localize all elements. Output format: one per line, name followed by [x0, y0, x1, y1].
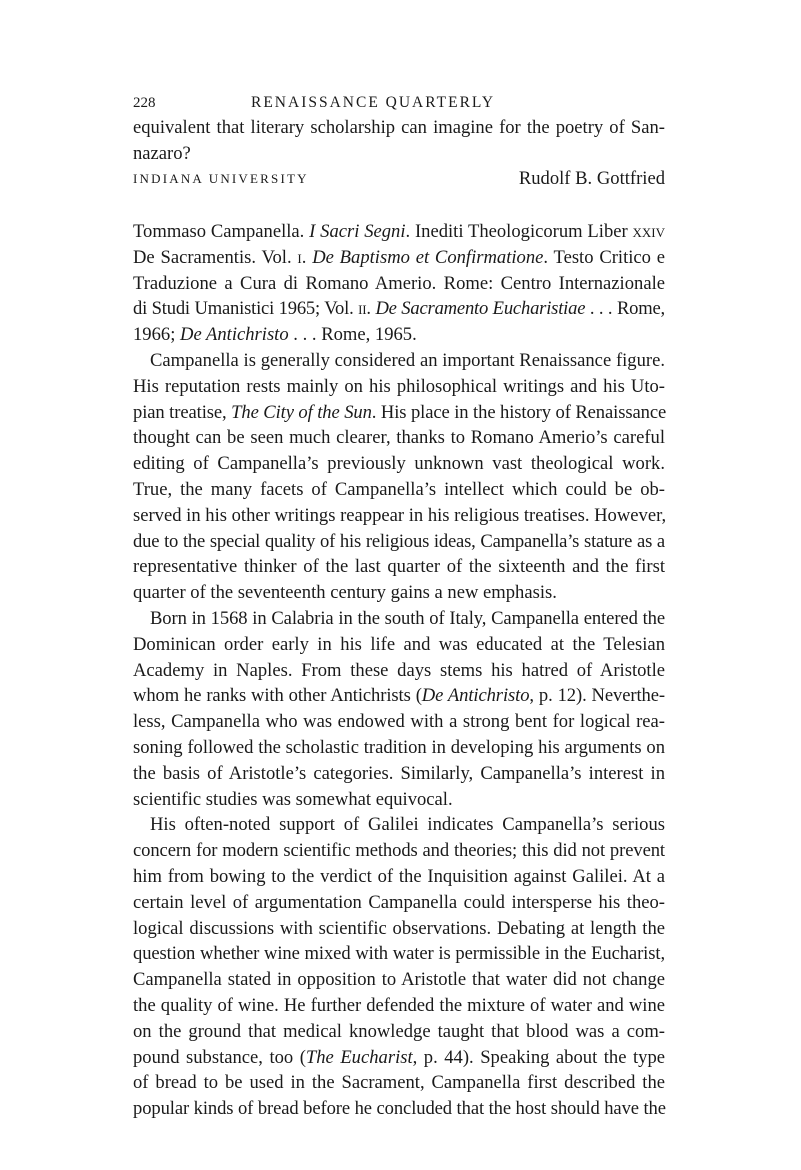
italic-title: The Eucharist [305, 1046, 413, 1068]
text-run: concern for modern scientific methods and theories; this did not prevent [133, 840, 665, 862]
text-line [133, 1019, 665, 1045]
text-line [133, 245, 665, 271]
text-run: Tommaso Campanella. [133, 221, 310, 242]
text-line [133, 374, 665, 400]
text-run: scientific studies was somewhat equivocal. [133, 788, 453, 810]
text-line [133, 658, 665, 684]
text-run: De Sacramentis. Vol. [133, 246, 298, 268]
text-line [133, 941, 665, 967]
text-run: thought can be seen much clearer, thanks to Romano Amerio’s careful [133, 427, 665, 449]
text-line [133, 322, 665, 348]
text-line [133, 580, 665, 606]
text-line [133, 890, 665, 916]
text-run: Born in 1568 in Calabria in the south of Italy, Campanella entered the [150, 607, 665, 629]
text-run: . [366, 298, 376, 320]
text-line [133, 709, 665, 735]
text-run: , p. 12). Neverthe- [529, 685, 665, 707]
reviewer-affiliation: INDIANA UNIVERSITY [133, 171, 309, 186]
text-line [133, 1070, 665, 1096]
text-line [133, 967, 665, 993]
paragraph [133, 348, 665, 606]
text-run: the basis of Aristotle’s categories. Similarly, Campanella’s interest in [133, 762, 665, 784]
text-run: whom he ranks with other Antichrists ( [133, 685, 422, 707]
text-line [133, 451, 665, 477]
text-line [133, 219, 665, 245]
text-line [133, 296, 665, 322]
running-title: RENAISSANCE QUARTERLY [251, 94, 496, 111]
text-line [133, 529, 665, 555]
text-line [133, 348, 665, 374]
text-run: His often-noted support of Galilei indicates Campanella’s serious [150, 814, 665, 836]
text-run: Campanella stated in opposition to Aristotle that water did not change [133, 969, 665, 991]
text-line [133, 812, 665, 838]
text-run: . Inediti Theologicorum Liber [405, 221, 633, 242]
text-run: xxiv [632, 221, 665, 242]
text-line [133, 115, 665, 141]
text-run: pound substance, too ( [133, 1046, 306, 1068]
text-run: His reputation rests mainly on his philosophical writings and his Uto- [133, 375, 665, 397]
text-run: , p. 44). Speaking about the type [412, 1046, 665, 1068]
text-run: di Studi Umanistici 1965; Vol. [133, 298, 359, 320]
text-run: certain level of argumentation Campanella could intersperse his theo- [133, 891, 665, 913]
text-line [133, 864, 665, 890]
text-run: due to the special quality of his religious ideas, Campanella’s stature as a [133, 530, 665, 552]
text-line [133, 761, 665, 787]
text-run: . . . Rome, 1965. [288, 324, 417, 346]
bibliographic-citation [133, 219, 665, 348]
text-run: less, Campanella who was endowed with a strong bent for logical rea- [133, 711, 665, 733]
text-line [133, 735, 665, 761]
text-line [133, 787, 665, 813]
previous-review-ending [133, 115, 665, 167]
text-run: . Testo Critico e [543, 246, 666, 268]
text-run: i [297, 246, 302, 268]
text-run: pian treatise, [133, 401, 232, 423]
text-line [133, 271, 665, 297]
text-line [133, 425, 665, 451]
text-line [133, 606, 665, 632]
text-run: quarter of the seventeenth century gains a new emphasis. [133, 582, 557, 604]
italic-title: De Antichristo [180, 324, 289, 346]
text-run: equivalent that literary scholarship can imagine for the poetry of San- [133, 117, 665, 138]
text-line [133, 400, 665, 426]
italic-title: The City of the Sun [231, 401, 372, 423]
text-run: Traduzione a Cura di Romano Amerio. Rome: Centro Internazionale [133, 272, 665, 294]
text-line [133, 838, 665, 864]
page-number: 228 [133, 95, 156, 111]
text-line [133, 993, 665, 1019]
text-run: . His place in the history of Renaissance [371, 401, 667, 423]
text-line [133, 683, 665, 709]
text-run: on the ground that medical knowledge taught that blood was a com- [133, 1020, 665, 1042]
italic-title: De Baptismo et Confirmatione [312, 246, 544, 268]
text-line [133, 1045, 665, 1071]
text-run: representative thinker of the last quarter of the sixteenth and the first [133, 556, 665, 578]
review-body [133, 219, 665, 1122]
text-run: him from bowing to the verdict of the Inquisition against Galilei. At a [133, 865, 665, 887]
italic-title: De Antichristo [421, 685, 530, 707]
italic-title: De Sacramento Eucharistiae [375, 298, 586, 320]
text-run: popular kinds of bread before he concluded that the host should have the [133, 1098, 666, 1120]
running-header [133, 90, 665, 116]
paragraph [133, 606, 665, 812]
text-line [133, 1096, 665, 1122]
text-run: of bread to be used in the Sacrament, Campanella first described the [133, 1072, 665, 1094]
paragraph [133, 812, 665, 1122]
text-run: True, the many facets of Campanella’s intellect which could be ob- [133, 478, 665, 500]
text-line [133, 554, 665, 580]
text-run: nazaro? [133, 142, 191, 164]
text-line [133, 141, 665, 167]
italic-title: I Sacri Segni [309, 221, 406, 242]
text-run: the quality of wine. He further defended the mixture of water and wine [133, 994, 665, 1016]
text-run: . . . Rome, [585, 298, 666, 320]
text-run: Campanella is generally considered an important Renaissance figure. [150, 349, 665, 371]
review-signature [133, 166, 665, 192]
text-run: . [301, 246, 313, 268]
text-run: question whether wine mixed with water is permissible in the Eucharist, [133, 943, 665, 965]
text-run: 1966; [133, 324, 181, 346]
text-run: ii [358, 298, 367, 320]
text-run: served in his other writings reappear in his religious treatises. However, [133, 504, 667, 526]
text-run: logical discussions with scientific observations. Debating at length the [133, 917, 665, 939]
text-line [133, 632, 665, 658]
reviewer-name: Rudolf B. Gottfried [518, 168, 665, 189]
text-line [133, 916, 665, 942]
text-run: Academy in Naples. From these days stems his hatred of Aristotle [133, 659, 665, 681]
text-run: soning followed the scholastic tradition in developing his arguments on [133, 736, 665, 758]
text-run: Dominican order early in his life and was educated at the Telesian [133, 633, 665, 655]
text-run: editing of Campanella’s previously unknown vast theological work. [133, 453, 665, 475]
text-line [133, 503, 665, 529]
text-line [133, 477, 665, 503]
